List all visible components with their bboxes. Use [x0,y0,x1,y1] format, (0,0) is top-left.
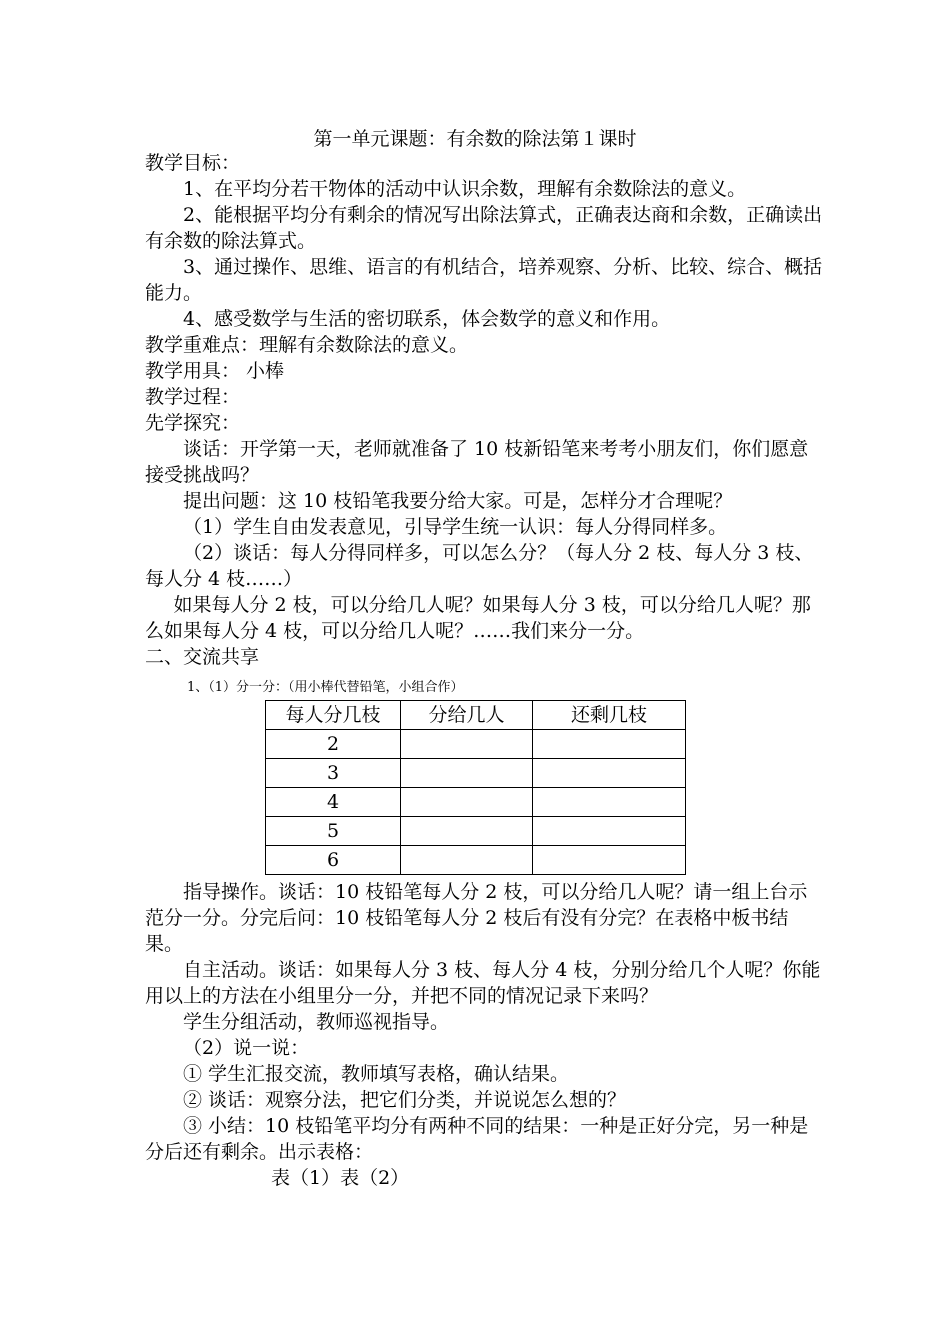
table-header-per-person: 每人分几枝 [266,701,401,730]
table-cell [533,759,686,788]
paragraph-report: ① 学生汇报交流，教师填写表格，确认结果。 [183,1063,570,1085]
table-row [266,730,686,759]
paragraph-observe: ② 谈话：观察分法，把它们分类，并说说怎么想的？ [183,1089,627,1111]
heading-tools: 教学用具： 小棒 [145,360,285,382]
table-row [266,846,686,875]
objective-2: 2、能根据平均分有剩余的情况写出除法算式，正确表达商和余数，正确读出有余数的除法算式。 [145,204,823,252]
table-cell [533,846,686,875]
paragraph-summary: ③ 小结：10 枝铅笔平均分有两种不同的结果：一种是正好分完，另一种是分后还有剩余。出示表格： [145,1115,809,1163]
table-cell [533,817,686,846]
table-intro: 1、（1）分一分：（用小棒代替铅笔，小组合作） [187,680,464,695]
table-cell: 3 [266,759,401,788]
heading-explore: 先学探究： [145,412,241,434]
table-cell: 6 [266,846,401,875]
table-cell [401,759,533,788]
table-row [266,788,686,817]
table-cell [401,846,533,875]
paragraph-say: （2）说一说： [183,1037,310,1059]
table-cell: 4 [266,788,401,817]
table-cell [401,730,533,759]
paragraph-step-1: （1）学生自由发表意见，引导学生统一认识：每人分得同样多。 [183,516,728,538]
table-caption: 表（1）表（2） [271,1167,410,1189]
table-cell: 2 [266,730,401,759]
table-header-row [266,701,686,730]
heading-share: 二、交流共享 [145,646,260,668]
paragraph-group-activity: 学生分组活动，教师巡视指导。 [183,1011,450,1033]
lesson-title: 第一单元课题：有余数的除法第１课时 [313,128,637,150]
table-cell: 5 [266,817,401,846]
objective-1: 1、在平均分若干物体的活动中认识余数，理解有余数除法的意义。 [183,178,747,200]
table-row [266,817,686,846]
paragraph-if: 如果每人分 2 枝，可以分给几人呢？如果每人分 3 枝，可以分给几人呢？那么如果每人分 4 枝，可以分给几人呢？……我们来分一分。 [145,594,811,642]
paragraph-guide: 指导操作。谈话：10 枝铅笔每人分 2 枝，可以分给几人呢？请一组上台示 [183,881,808,903]
paragraph-question: 提出问题：这 10 枝铅笔我要分给大家。可是，怎样分才合理呢？ [183,490,733,512]
paragraph-guide-cont: 范分一分。分完后问：10 枝铅笔每人分 2 枝后有没有分完？在表格中板书结果。 [145,907,789,955]
document-body [145,150,825,1191]
heading-objectives: 教学目标： [145,152,241,174]
table-cell [533,730,686,759]
heading-key-points: 教学重难点：理解有余数除法的意义。 [145,334,469,356]
division-table-wrapper [265,700,825,875]
table-cell [401,817,533,846]
table-cell [401,788,533,817]
table-cell [533,788,686,817]
paragraph-talk: 谈话：开学第一天，老师就准备了 10 枝新铅笔来考考小朋友们，你们愿意接受挑战吗？ [145,438,809,486]
table-row [266,759,686,788]
objective-4: 4、感受数学与生活的密切联系，体会数学的意义和作用。 [183,308,671,330]
table-header-remainder: 还剩几枝 [533,701,686,730]
heading-process: 教学过程： [145,386,241,408]
paragraph-step-2: （2）谈话：每人分得同样多，可以怎么分？（每人分 2 枝、每人分 3 枝、每人分 4 枝……） [145,542,814,590]
paragraph-self-activity: 自主活动。谈话：如果每人分 3 枝、每人分 4 枝，分别分给几个人呢？你能用以上的方法在小组里分一分，并把不同的情况记录下来吗？ [145,959,821,1007]
objective-3: 3、通过操作、思维、语言的有机结合，培养观察、分析、比较、综合、概括能力。 [145,256,823,304]
division-table [265,700,686,875]
table-header-people: 分给几人 [401,701,533,730]
